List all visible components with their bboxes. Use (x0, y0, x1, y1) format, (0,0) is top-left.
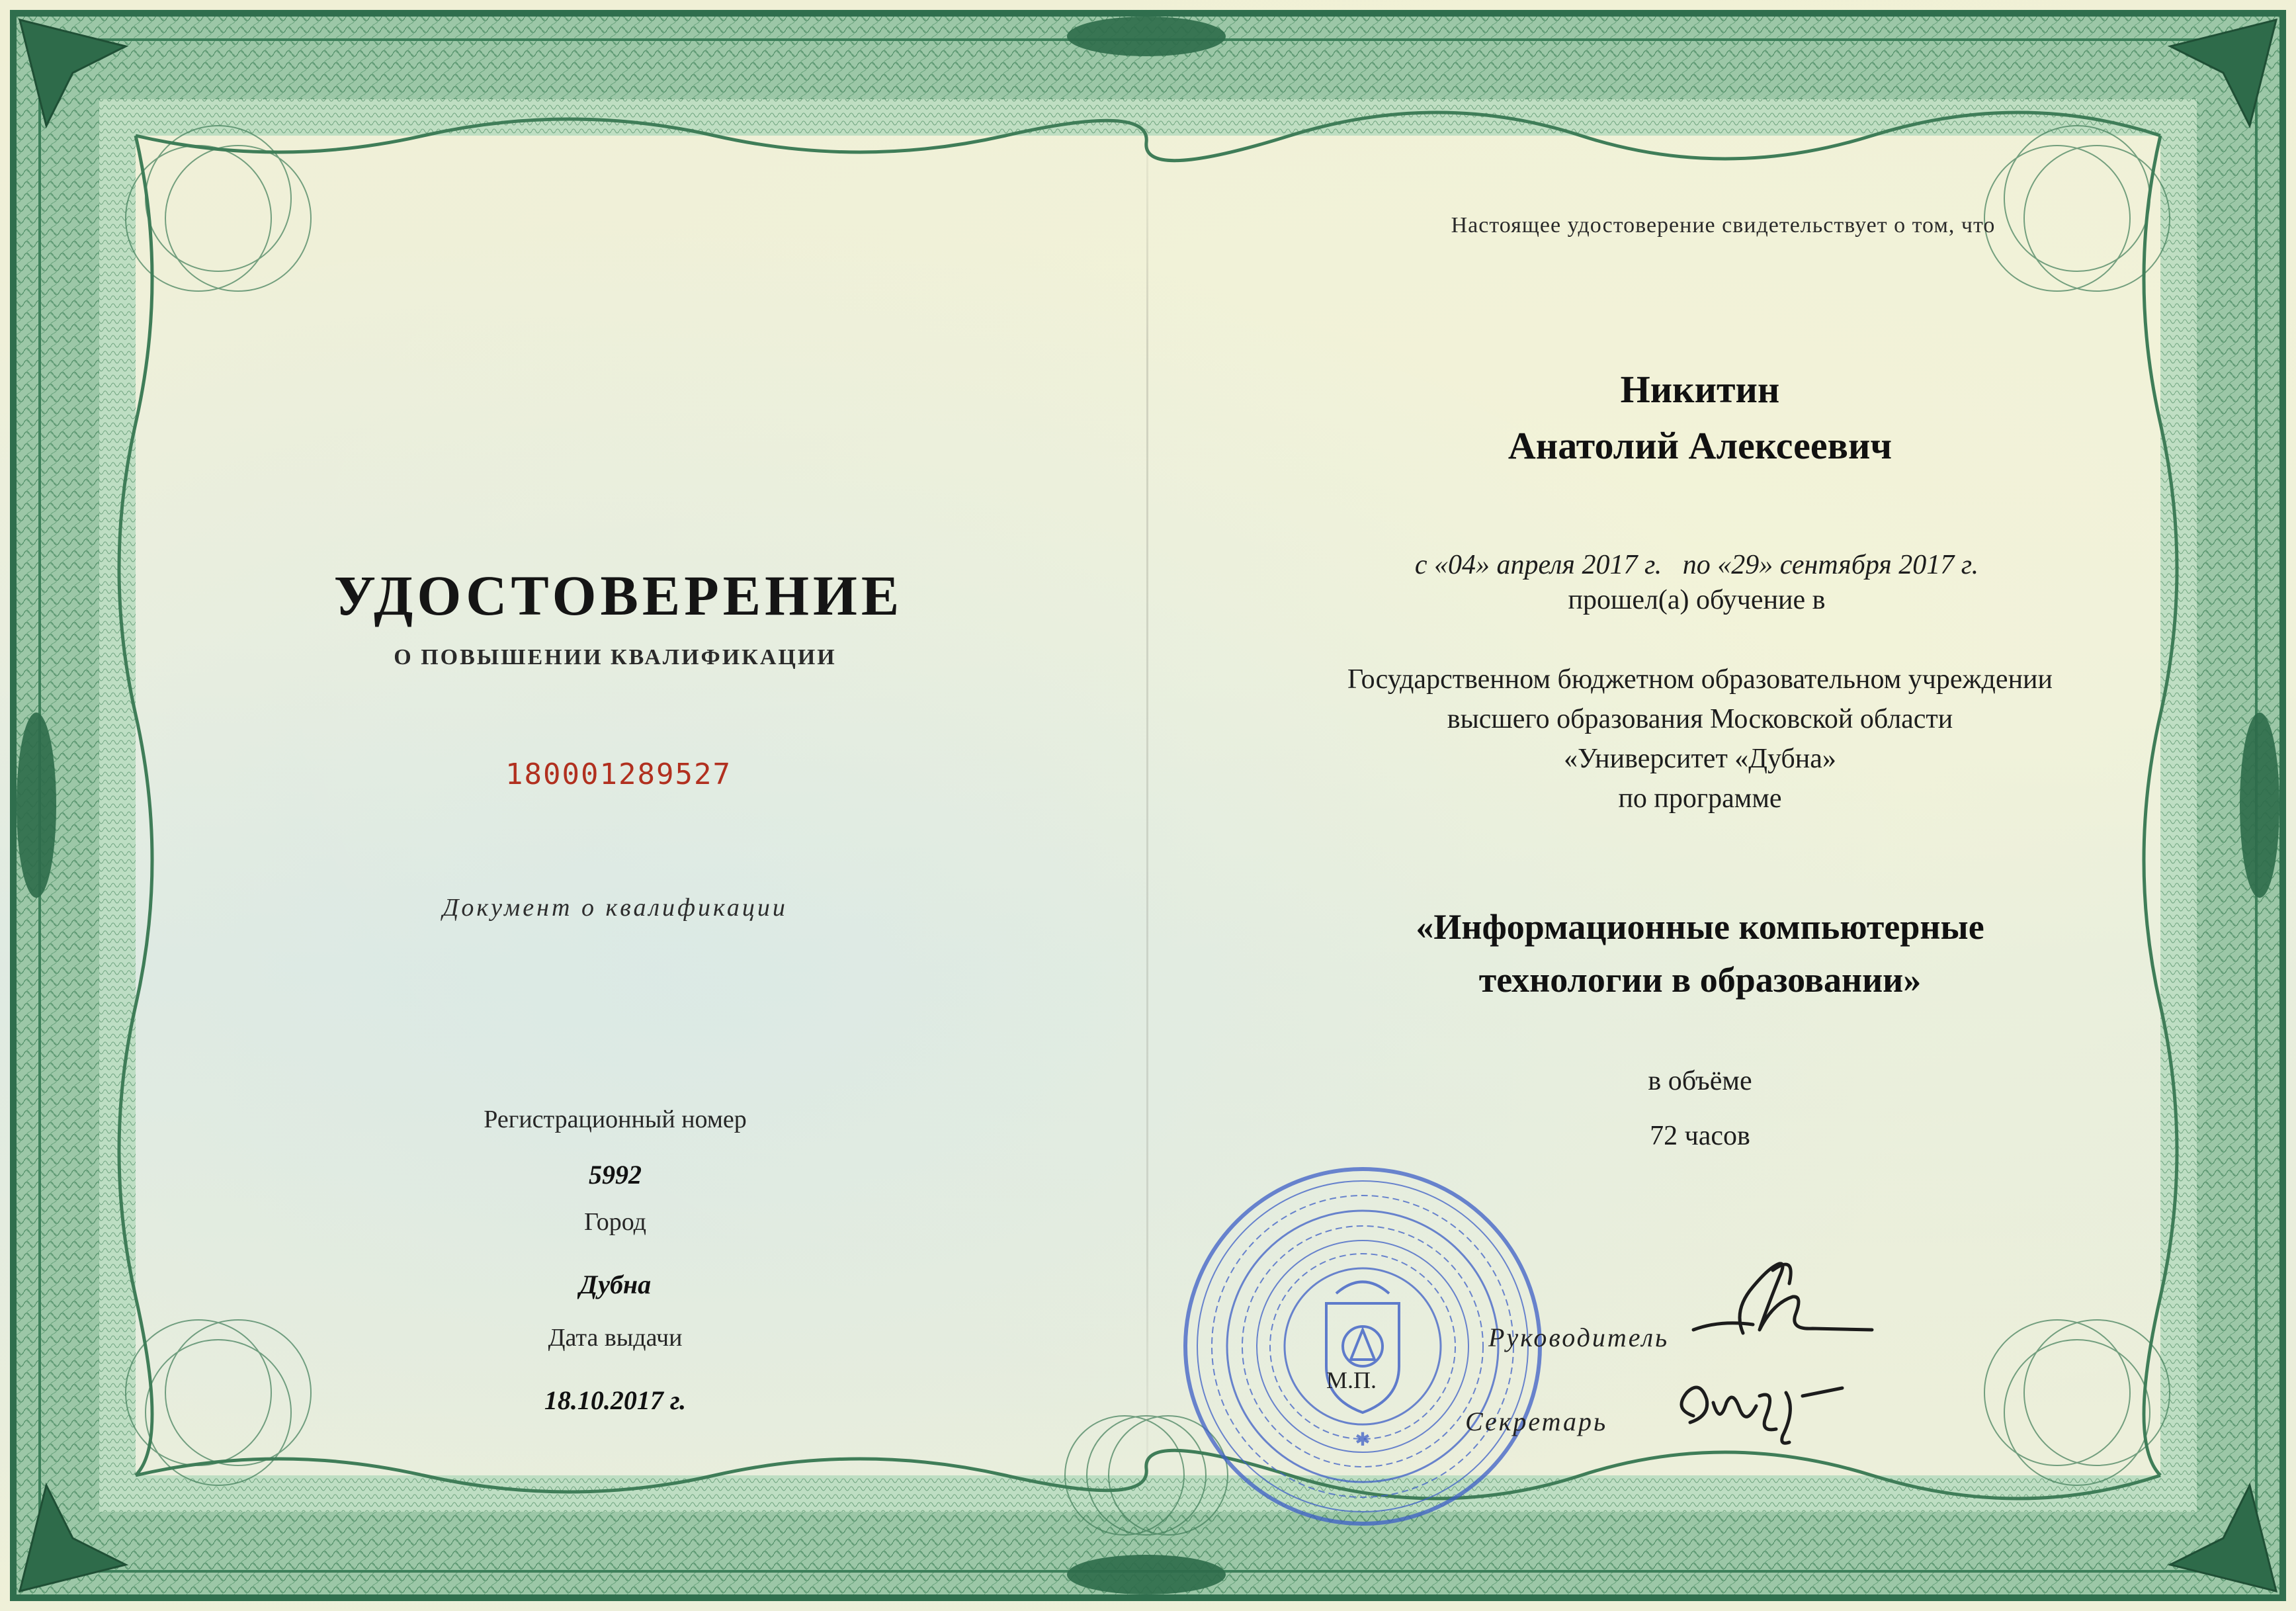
seal-place-mark: М.П. (1326, 1367, 1377, 1393)
issue-date: 18.10.2017 г. (544, 1385, 687, 1415)
institution-line-1: Государственном бюджетном образовательном учреждении (1347, 664, 2053, 695)
volume-hours: 72 часов (1650, 1121, 1750, 1151)
secretary-label: Секретарь (1465, 1407, 1608, 1436)
intro-text: Настоящее удостоверение свидетельствует о том, что (1451, 213, 1996, 238)
program-line-2: технологии в образовании» (1478, 960, 1922, 1000)
training-period: с «04» апреля 2017 г. по «29» сентября 2017 г. (1414, 550, 1979, 580)
city: Дубна (579, 1270, 652, 1299)
secretary-signature (1660, 1370, 1859, 1456)
head-signature (1680, 1250, 1879, 1363)
program-line-1: «Информационные компьютерные (1416, 907, 1984, 947)
head-label: Руководитель (1488, 1323, 1670, 1352)
issue-date-label: Дата выдачи (548, 1324, 683, 1352)
completed-training: прошел(а) обучение в (1568, 585, 1826, 615)
page-fold (1146, 40, 1148, 1571)
registration-number: 5992 (589, 1160, 642, 1190)
holder-given-names: Анатолий Алексеевич (1508, 424, 1892, 467)
document-kind: Документ о квалификации (443, 894, 788, 922)
certificate-title: УДОСТОВЕРЕНИЕ (333, 564, 904, 627)
certificate-subtitle: О ПОВЫШЕНИИ КВАЛИФИКАЦИИ (394, 645, 837, 670)
city-label: Город (584, 1208, 646, 1236)
svg-text:✱: ✱ (1355, 1430, 1371, 1450)
registration-label: Регистрационный номер (484, 1106, 747, 1133)
volume-label: в объёме (1648, 1066, 1752, 1096)
institution-line-3: «Университет «Дубна» (1564, 744, 1836, 774)
by-program: по программе (1618, 783, 1782, 814)
institution-line-2: высшего образования Московской области (1447, 704, 1953, 734)
holder-surname: Никитин (1620, 368, 1780, 411)
serial-number: 180001289527 (505, 758, 732, 791)
